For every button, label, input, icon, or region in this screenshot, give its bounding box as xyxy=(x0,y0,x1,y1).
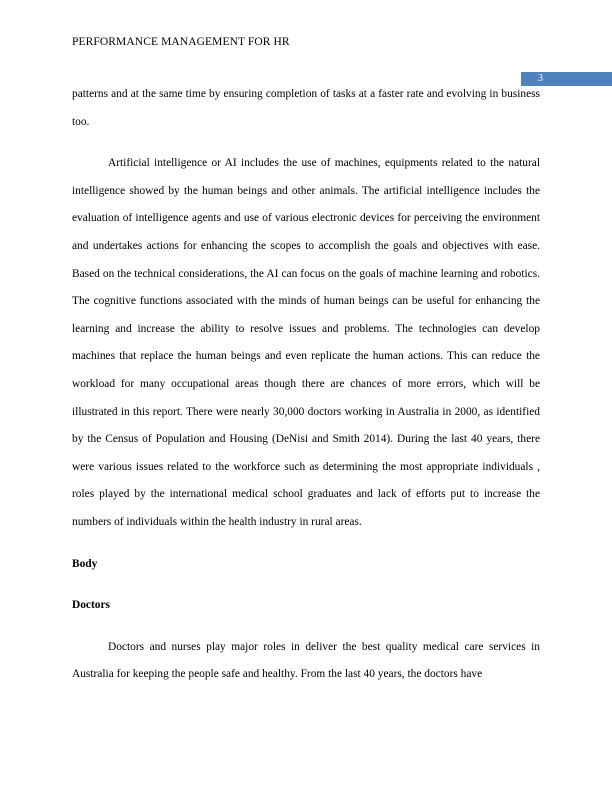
paragraph-ai: Artificial intelligence or AI includes the use of machines, equipments related to the natural intelligence showed by the human beings and other animals. The artificial intelligence includes the evaluation of intelligence agents and use of various electronic devices for perceiving the environment and undertakes actions for enhancing the scopes to accomplish the goals and objectives with ease. Based on the technical considerations, the AI can focus on the goals of machine learning and robotics. The cognitive functions associated with the minds of human beings can be useful for enhancing the learning and increase the ability to resolve issues and problems. The technologies can develop machines that replace the human beings and even replicate the human actions. This can reduce the workload for many occupational areas though there are chances of more errors, which will be illustrated in this report. There were nearly 30,000 doctors working in Australia in 2000, as identified by the Census of Population and Housing (DeNisi and Smith 2014). During the last 40 years, there were various issues related to the workforce such as determining the most appropriate individuals , roles played by the international medical school graduates and lack of efforts put to increase the numbers of individuals within the health industry in rural areas. xyxy=(72,157,540,528)
section-heading-body: Body xyxy=(72,557,98,570)
page-number: 3 xyxy=(521,72,612,86)
running-header: PERFORMANCE MANAGEMENT FOR HR xyxy=(72,36,290,48)
paragraph-doctors: Doctors and nurses play major roles in deliver the best quality medical care services in Australia for keeping the people safe and healthy. From the last 40 years, the doctors have xyxy=(72,640,540,681)
document-body xyxy=(72,81,540,689)
section-heading-doctors: Doctors xyxy=(72,599,110,612)
paragraph-continuation: patterns and at the same time by ensuring completion of tasks at a faster rate and evolving in business too. xyxy=(72,88,540,128)
